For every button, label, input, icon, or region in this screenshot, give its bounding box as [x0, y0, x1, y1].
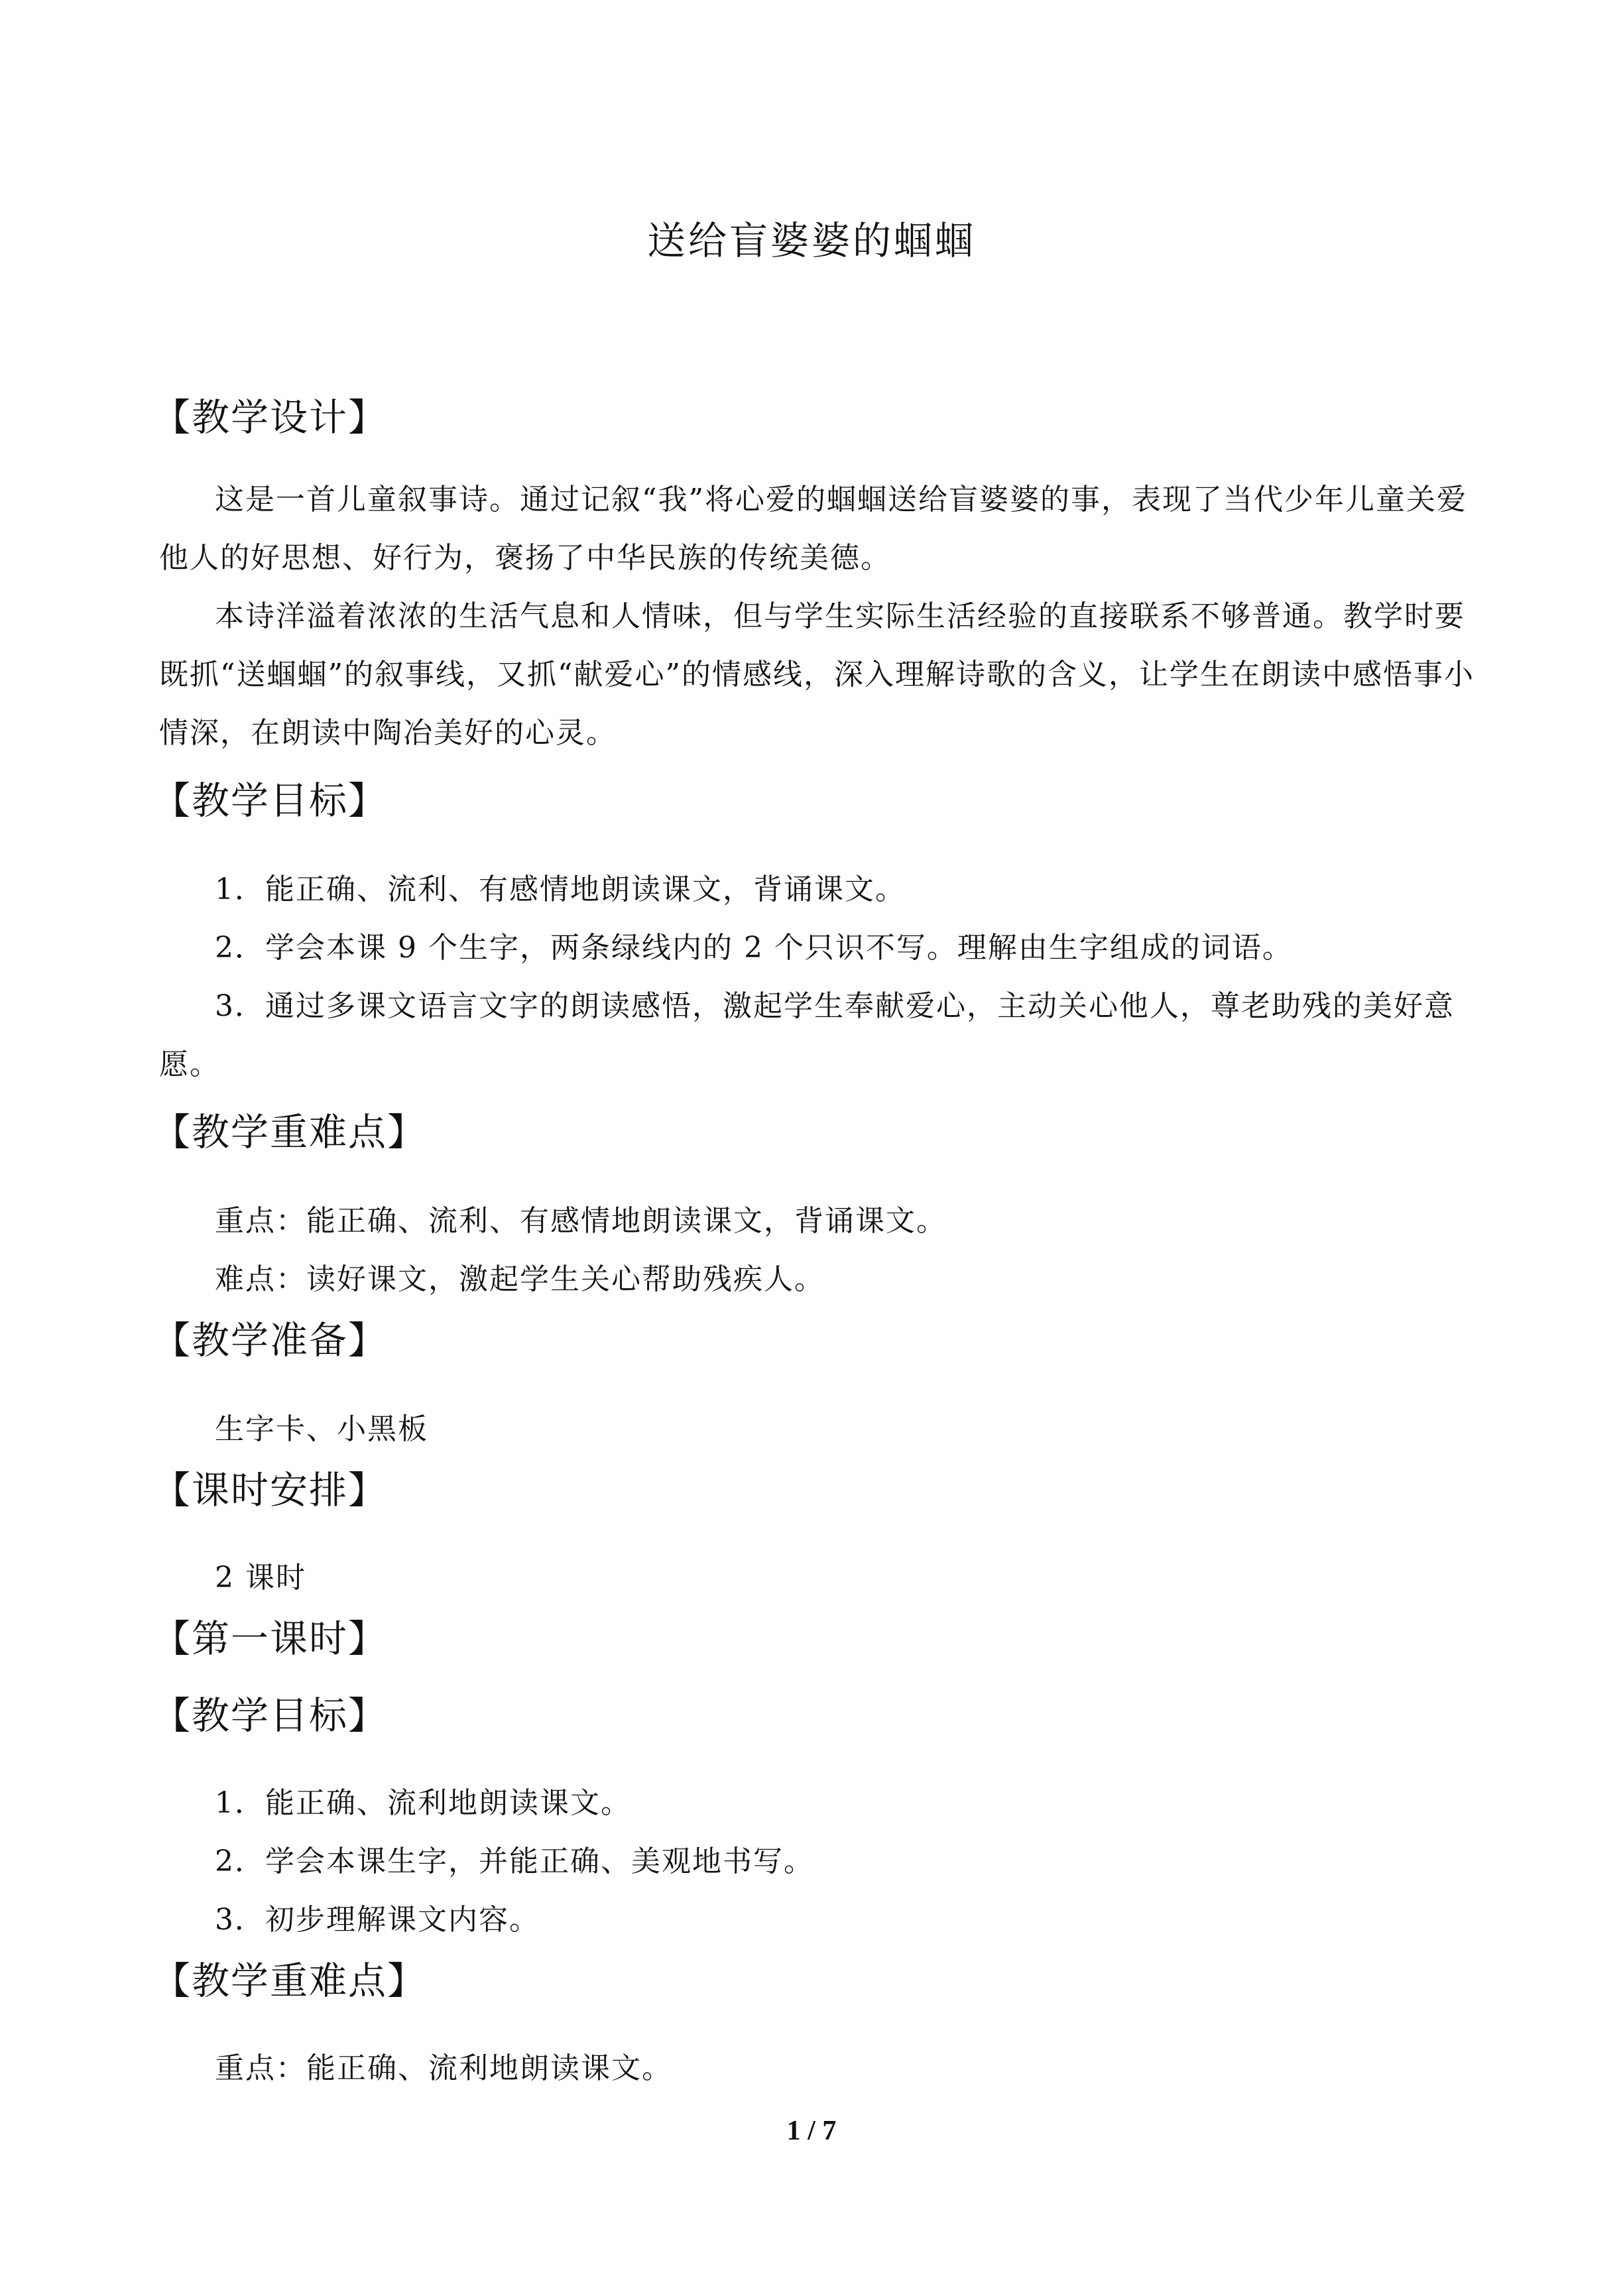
goal-item-3: 3．通过多课文语言文字的朗读感悟，激起学生奉献爱心，主动关心他人，尊老助残的美好意愿。 [159, 989, 1455, 1081]
design-paragraph-2: 本诗洋溢着浓浓的生活气息和人情味，但与学生实际生活经验的直接联系不够普通。教学时要既抓“送蝈蝈”的叙事线，又抓“献爱心”的情感线，深入理解诗歌的含义，让学生在朗读中感悟事小情深，在朗读中陶冶美好的心灵。 [159, 599, 1474, 750]
heading-key-points: 【教学重难点】 [152, 1111, 426, 1154]
lesson-1-goal-item-2: 2．学会本课生字，并能正确、美观地书写。 [215, 1844, 814, 1878]
heading-schedule: 【课时安排】 [152, 1469, 387, 1512]
heading-preparation: 【教学准备】 [152, 1319, 387, 1362]
design-paragraph-1: 这是一首儿童叙事诗。通过记叙“我”将心爱的蝈蝈送给盲婆婆的事，表现了当代少年儿童关爱他人的好思想、好行为，褒扬了中华民族的传统美德。 [159, 483, 1467, 575]
lesson-1-key-point-focus: 重点：能正确、流利地朗读课文。 [215, 2051, 672, 2085]
document-title: 送给盲婆婆的蝈蝈 [646, 218, 976, 263]
goal-item-2: 2．学会本课 9 个生字，两条绿线内的 2 个只识不写。理解由生字组成的词语。 [215, 931, 1293, 965]
heading-teaching-goals: 【教学目标】 [152, 779, 387, 823]
heading-lesson-1: 【第一课时】 [152, 1617, 387, 1661]
heading-teaching-design: 【教学设计】 [152, 396, 387, 440]
page-number: 1 / 7 [786, 2116, 837, 2146]
heading-lesson-1-goals: 【教学目标】 [152, 1694, 387, 1738]
heading-lesson-1-key-points: 【教学重难点】 [152, 1959, 426, 2003]
preparation-text: 生字卡、小黑板 [215, 1412, 428, 1446]
key-point-focus: 重点：能正确、流利、有感情地朗读课文，背诵课文。 [215, 1204, 947, 1238]
key-point-difficulty: 难点：读好课文，激起学生关心帮助残疾人。 [215, 1262, 825, 1296]
lesson-1-goal-item-3: 3．初步理解课文内容。 [215, 1903, 540, 1937]
goal-item-1: 1．能正确、流利、有感情地朗读课文，背诵课文。 [215, 873, 906, 906]
schedule-text: 2 课时 [215, 1561, 306, 1595]
lesson-1-goal-item-1: 1．能正确、流利地朗读课文。 [215, 1786, 631, 1820]
